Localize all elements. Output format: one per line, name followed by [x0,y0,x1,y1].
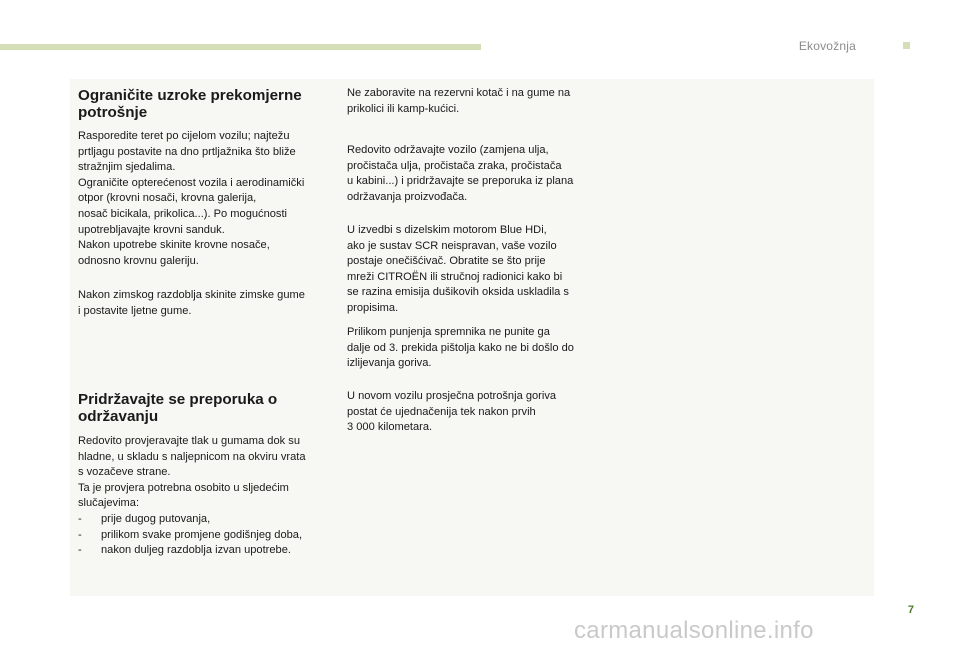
text-line: 3 000 kilometara. [347,421,433,434]
text-line: mreži CITROËN ili stručnoj radionici kako bi [347,270,563,283]
text-line: postat će ujednačenija tek nakon prvih [347,405,536,418]
paragraph-diesel-scr [347,223,607,317]
page-number: 7 [907,604,914,616]
text-line: U izvedbi s dizelskim motorom Blue HDi, [347,224,547,236]
text-line: U novom vozilu prosječna potrošnja goriva [347,390,557,402]
paragraph-new-vehicle [347,389,607,436]
text-line: Rasporedite teret po cijelom vozilu; najtežu [78,130,290,142]
paragraph-load-distribution [78,129,330,269]
section-marker [903,42,910,49]
list-item [78,512,330,528]
text-line: prikolici ili kamp-kućici. [347,102,460,115]
text-line: stražnjim sjedalima. [78,161,176,174]
text-line: Ta je provjera potrebna osobito u sljedećim [78,481,289,494]
text-line: s vozačeve strane. [78,466,171,479]
text-line: u kabini...) i pridržavajte se preporuka iz plana [347,175,574,188]
text-line: Redovito održavajte vozilo (zamjena ulja, [347,144,549,156]
text-line: otpor (krovni nosači, krovna galerija, [78,192,257,205]
text-line: nosač bicikala, prikolica...). Po mogućnosti [78,207,288,220]
heading-maintenance: Pridržavajte se preporuka o održavanju [78,391,278,425]
list-item [78,528,330,544]
list-item-text: prije dugog putovanja, [101,512,211,525]
text-line: Ne zaboravite na rezervni kotač i na gume na [347,87,571,99]
text-line: prtljagu postavite na dno prtljažnika što bliže [78,145,296,158]
text-line: dalje od 3. prekida pištolja kako ne bi došlo do [347,341,574,354]
text-line: odnosno krovnu galeriju. [78,254,199,267]
paragraph-fuel-filling [347,325,607,372]
header-accent-bar [0,44,481,50]
text-line: ako je sustav SCR neispravan, vaše vozilo [347,239,557,252]
text-line: Nakon zimskog razdoblja skinite zimske gume [78,289,305,301]
text-line: se razina emisija dušikovih oksida uskladila s [347,286,569,299]
list-item-text: prilikom svake promjene godišnjeg doba, [101,528,303,541]
text-line: propisima. [347,301,399,314]
text-line: pročistača ulja, pročistača zraka, pročistača [347,159,562,172]
text-line: Nakon upotrebe skinite krovne nosače, [78,239,270,252]
text-line: hladne, u skladu s naljepnicom na okviru vrata [78,450,306,463]
text-line: Prilikom punjenja spremnika ne punite ga [347,326,550,338]
text-line: upotrebljavajte krovni sanduk. [78,223,225,236]
list-item-text: nakon duljeg razdoblja izvan upotrebe. [101,544,291,557]
dash-bullet: - [78,528,82,541]
paragraph-tyre-pressure [78,434,330,559]
heading-excessive-consumption: Ograničite uzroke prekomjerne potrošnje [78,87,302,121]
text-line: održavanja proizvođača. [347,190,468,203]
dash-bullet: - [78,512,82,525]
dash-bullet: - [78,544,82,557]
list-item [78,543,330,559]
text-line: Redovito provjeravajte tlak u gumama dok su [78,435,300,447]
text-line: Ograničite opterećenost vozila i aerodinamički [78,176,305,189]
text-line: slučajevima: [78,497,140,510]
paragraph-spare-wheel [347,86,607,117]
paragraph-winter-tyres [78,288,330,319]
watermark-link[interactable]: carmanualsonline.info [574,617,814,644]
paragraph-regular-service [347,143,607,205]
text-line: izlijevanja goriva. [347,357,432,370]
text-line: postaje onečišćivač. Obratite se što prije [347,255,546,268]
section-title: Ekovožnja [798,39,856,53]
text-line: i postavite ljetne gume. [78,304,192,317]
